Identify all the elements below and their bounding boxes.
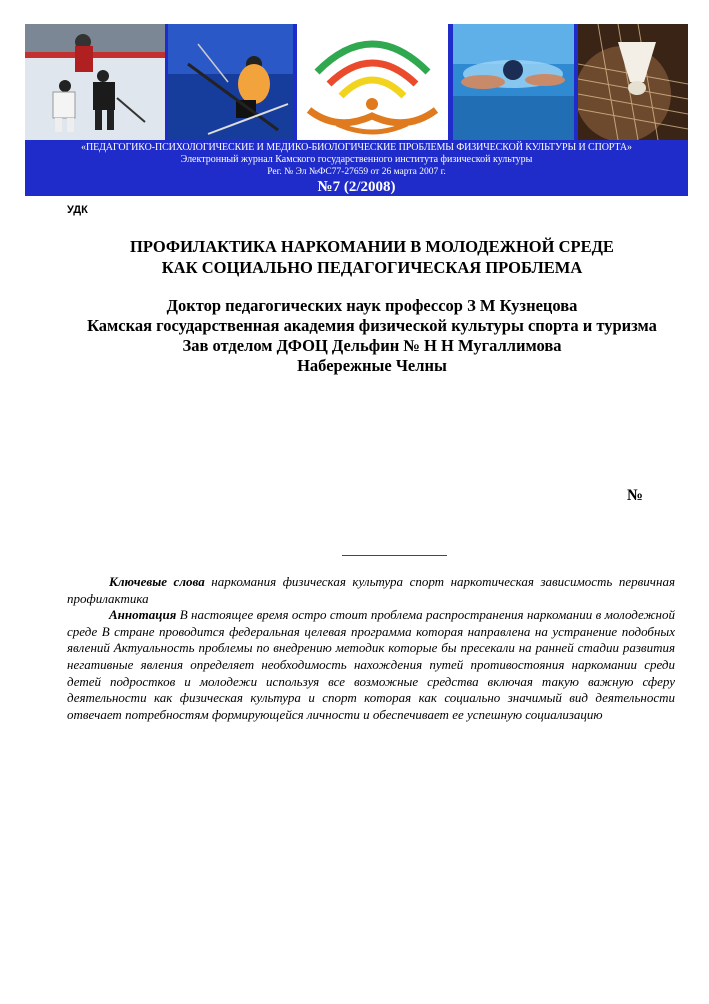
registration-number: Рег. № Эл №ФС77-27659 от 26 марта 2007 г. [267, 167, 446, 177]
annotation-text: В настоящее время остро стоит проблема распространения наркомании в молодежной среде В стране проводится федеральная целевая программа которая направлена на устранение подобных явлений Актуальность проблемы по внедрению методик которые бы пресекали на ранней стадии развития негативные явления определяет необходимость нахождения путей противостояния наркомании среди детей подростков и молодежи используя все возможные средства включая такую важную сферу деятельности как физическая культура и спорт которая как социально значимый вид деятельности отвечает потребностям формирующейся личности и обеспечивает ее успешную социализацию [67, 607, 675, 722]
issue-number: №7 (2/2008) [317, 179, 396, 195]
author-line: Набережные Челны [297, 356, 447, 375]
author-line: Зав отделом ДФОЦ Дельфин № Н Н Мугаллимова [182, 336, 562, 355]
keywords-paragraph [67, 574, 675, 607]
journal-series-title: «ПЕДАГОГИКО-ПСИХОЛОГИЧЕСКИЕ И МЕДИКО-БИОЛОГИЧЕСКИЕ ПРОБЛЕМЫ ФИЗИЧЕСКОЙ КУЛЬТУРЫ И СПОРТА» [81, 142, 632, 153]
title-line: КАК СОЦИАЛЬНО ПЕДАГОГИЧЕСКАЯ ПРОБЛЕМА [161, 258, 583, 277]
banner-photo-strip [25, 24, 688, 140]
logo-emblem [297, 24, 448, 140]
annotation-paragraph [67, 607, 675, 723]
journal-banner [25, 24, 688, 196]
hockey-photo [25, 24, 165, 140]
annotation-label: Аннотация [109, 607, 177, 623]
banner-caption [25, 141, 688, 196]
keywords-label: Ключевые слова [109, 574, 205, 589]
author-line: Камская государственная академия физической культуры спорта и туризма [87, 316, 657, 335]
journal-subtitle: Электронный журнал Камского государственного института физической культуры [180, 154, 533, 165]
author-line: Доктор педагогических наук профессор З М Кузнецова [166, 296, 578, 315]
abstract-block [67, 574, 675, 723]
divider-line [342, 555, 447, 556]
swimming-photo [453, 24, 574, 140]
keywords-text: наркомания физическая культура спорт наркотическая зависимость первичная профилактика [67, 574, 675, 606]
author-block [30, 296, 709, 376]
udk-label: УДК [67, 204, 88, 216]
article-title [30, 236, 709, 278]
badminton-photo [578, 24, 688, 140]
title-line: ПРОФИЛАКТИКА НАРКОМАНИИ В МОЛОДЕЖНОЙ СРЕДЕ [130, 237, 614, 256]
skiing-photo [168, 24, 293, 140]
number-sign: № [627, 487, 644, 504]
